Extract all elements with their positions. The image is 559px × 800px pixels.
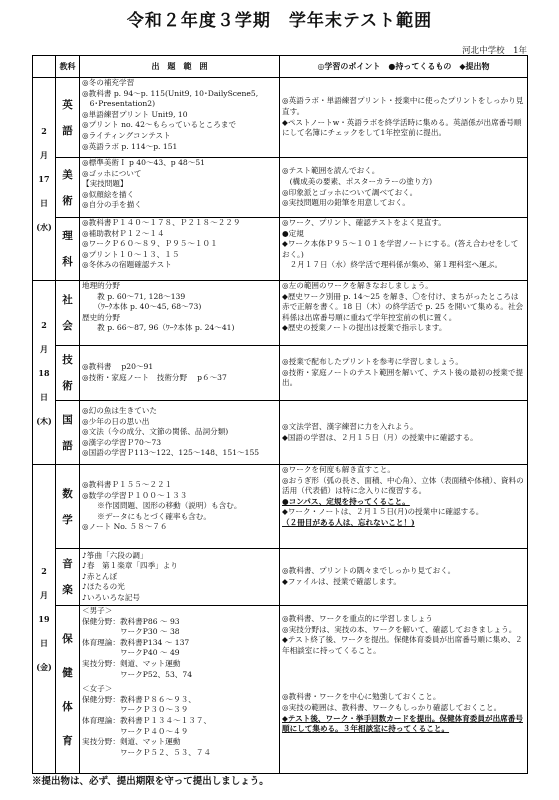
- point-cell: ◎教科書、プリントの隅々までしっかり見ておく。 ◆ファイルは、授業で確認します。: [280, 549, 528, 606]
- range-cell: ◎幻の魚は生きていた ◎少年の日の思い出 ◎文法（今の成分、文節の関係、品詞分類) ◎漢字の学習Ｐ70～73 ◎国語の学習Ｐ113～122、125～148、151～155: [80, 401, 280, 465]
- range-cell: ◎冬の補充学習 ◎教科書 p. 94～p. 115(Unit9, 10･DailyScene5, 6･Presentation2) ◎単語練習プリント Unit9, 10 ◎プリント no. 42～もらっているところまで ◎ライティングコンテスト ◎英語ラボ p. 114～p. 151: [80, 78, 280, 158]
- page-title: 令和２年度３学期 学年末テスト範囲: [126, 11, 433, 31]
- header-subject: 教科: [56, 56, 80, 78]
- subject-cell: 理 科: [56, 218, 80, 281]
- point-cell: ◎授業で配布したプリントを参考に学習しましょう。 ◎技術・家庭ノートのテスト範囲を解いて、テスト後の最初の授業で提出。: [280, 346, 528, 401]
- date-cell-d2: 2 月 18 日 (木): [33, 281, 56, 465]
- range-cell: ＜男子＞ 保健分野：教科書P86 ～ 93 ワークP30 ～ 38 体育理論：教科書P134 ～ 137 ワークP40 ～ 49 実技分野：剣道、マット運動 ワークP52、53、74 ＜女子＞ 保健分野：教科書Ｐ８６～９３、 ワークＰ３０～３９ 体育理論：教科書Ｐ１３４～１３７、 ワークＰ４０～４９ 実技分野：剣道、マット運動 ワークＰ５２、５３、７４: [80, 606, 280, 774]
- range-cell: 地理的分野 教 p. 60～71, 128～139 （ﾜｰｸ本体 p. 40～45, 68～73) 歴史的分野 教 p. 66～87, 96（ﾜｰｸ本体 p. 24～41): [80, 281, 280, 346]
- range-cell: ♪筝曲「六段の調」 ♪春 第１楽章「四季」より ♪赤とんぼ ♪ほたるの光 ♪いろいろな記号: [80, 549, 280, 606]
- header-range: 出 題 範 囲: [80, 56, 280, 78]
- subject-cell: 国 語: [56, 401, 80, 465]
- table-row: [33, 401, 528, 465]
- point-cell: ◎ワーク、プリント、確認テストをよく見直す。 ●定規 ◆ワーク本体Ｐ９５～１０１を学習ノートにする。(答え合わせをしておく。) ２月１７日（水）終学活で理科係が集め、第１理科室へ運ぶ。: [280, 218, 528, 281]
- table-row: [33, 78, 528, 158]
- table-row: [33, 281, 528, 346]
- table-row: [33, 218, 528, 281]
- footer-note: ※提出物は、必ず、提出期限を守って提出しましょう。: [32, 776, 269, 787]
- point-cell: ◎教科書、ワークを重点的に学習しましょう ◎実技分野は、実技の本、ワークを解いて、確認しておきましょう。 ◆テスト終了後、ワークを提出。保健体育委員が出席番号順に集め、２年相談室に持ってくること。 ◎教科書・ワークを中心に勉強しておくこと。 ◎実技の範囲は、教科書、ワークもしっかり確認しておくこと。 ◆テスト後、ワーク・挙手回数カードを提出。保健体育委員が出席番号順にして集める。３年相談室に持ってくること。: [280, 606, 528, 774]
- subject-cell: 音 楽: [56, 549, 80, 606]
- subject-cell: 英 語: [56, 78, 80, 158]
- date-cell-d1: 2 月 17 日 (水): [33, 78, 56, 281]
- subject-cell: 美 術: [56, 158, 80, 218]
- school-label: 河北中学校 1年: [462, 46, 527, 56]
- test-range-table: [32, 55, 528, 774]
- header-point: ◎学習のポイント ●持ってくるもの ◆提出物: [280, 56, 528, 78]
- table-row: [33, 465, 528, 549]
- subject-cell: 保 健 体 育: [56, 606, 80, 774]
- range-cell: ◎教科書Ｐ１４０～１７８、Ｐ２１８～２２９ ◎補助教材Ｐ１２～１４ ◎ワークＰ６０～８９、Ｐ９５～１０１ ◎プリント１０～１３、１５ ◎冬休みの宿題確認テスト: [80, 218, 280, 281]
- subject-cell: 数 学: [56, 465, 80, 549]
- header-date: [33, 56, 56, 78]
- point-cell: ◎ワークを何度も解き直すこと。 ◎おうぎ形（弧の長さ、面積、中心角）、立体（表面積や体積）、資料の活用（代表値）は特に念入りに復習する。 ●コンパス、定規を持ってくること。 ◆ワーク・ノートは、２月１５日(月)の授業中に確認する。 （２冊目がある人は、忘れないこと！): [280, 465, 528, 549]
- table-row: [33, 549, 528, 606]
- table-row: [33, 158, 528, 218]
- table-row: [33, 346, 528, 401]
- range-cell: ◎教科書 p20～91 ◎技術・家庭ノート 技術分野 p６～37: [80, 346, 280, 401]
- range-cell: ◎標準美術Ｉ p 40～43、p 48～51 ◎ゴッホについて 【実技問題】 ◎似顔絵を描く ◎自分の手を描く: [80, 158, 280, 218]
- point-cell: ◎英語ラボ・単語練習プリント・授業中に使ったプリントをしっかり見直す。 ◆ペストノートw・英語ラボを終学活時に集める。英語係が出席番号順にして名簿にチェックをして1年控室前に提出。: [280, 78, 528, 158]
- subject-cell: 社 会: [56, 281, 80, 346]
- point-cell: ◎テスト範囲を読んでおく。 (構成美の要素、ポスターカラーの塗り方) ◎印象派とゴッホについて調べておく。 ◎実技問題用の鉛筆を用意しておく。: [280, 158, 528, 218]
- header-row: [33, 56, 528, 78]
- point-cell: ◎文法学習、漢字練習に力を入れよう。 ◆国語の学習は、２月１５日（月）の授業中に確認する。: [280, 401, 528, 465]
- range-cell: ◎教科書Ｐ１５５～２２１ ◎数学の学習Ｐ１００～１３３ ※作図問題、図形の移動（説明）も含む。 ※データにもとづく確率も含む。 ◎ノート No. ５８～７６: [80, 465, 280, 549]
- subject-cell: 技 術: [56, 346, 80, 401]
- table-row: [33, 606, 528, 774]
- date-cell-d3: 2 月 19 日 (金): [33, 465, 56, 774]
- point-cell: ◎左の範囲のワークを解きなおしましょう。 ◆歴史ワーク別冊 p. 14～25 を解き、〇を付け、まちがったところは赤で正解を書く。18 日（木）の終学活で p. 25 を開いて集める。社会科係は出席番号順に重ねて学年控室前の机に置く。 ◆歴史の授業ノートの提出は授業で指示します。: [280, 281, 528, 346]
